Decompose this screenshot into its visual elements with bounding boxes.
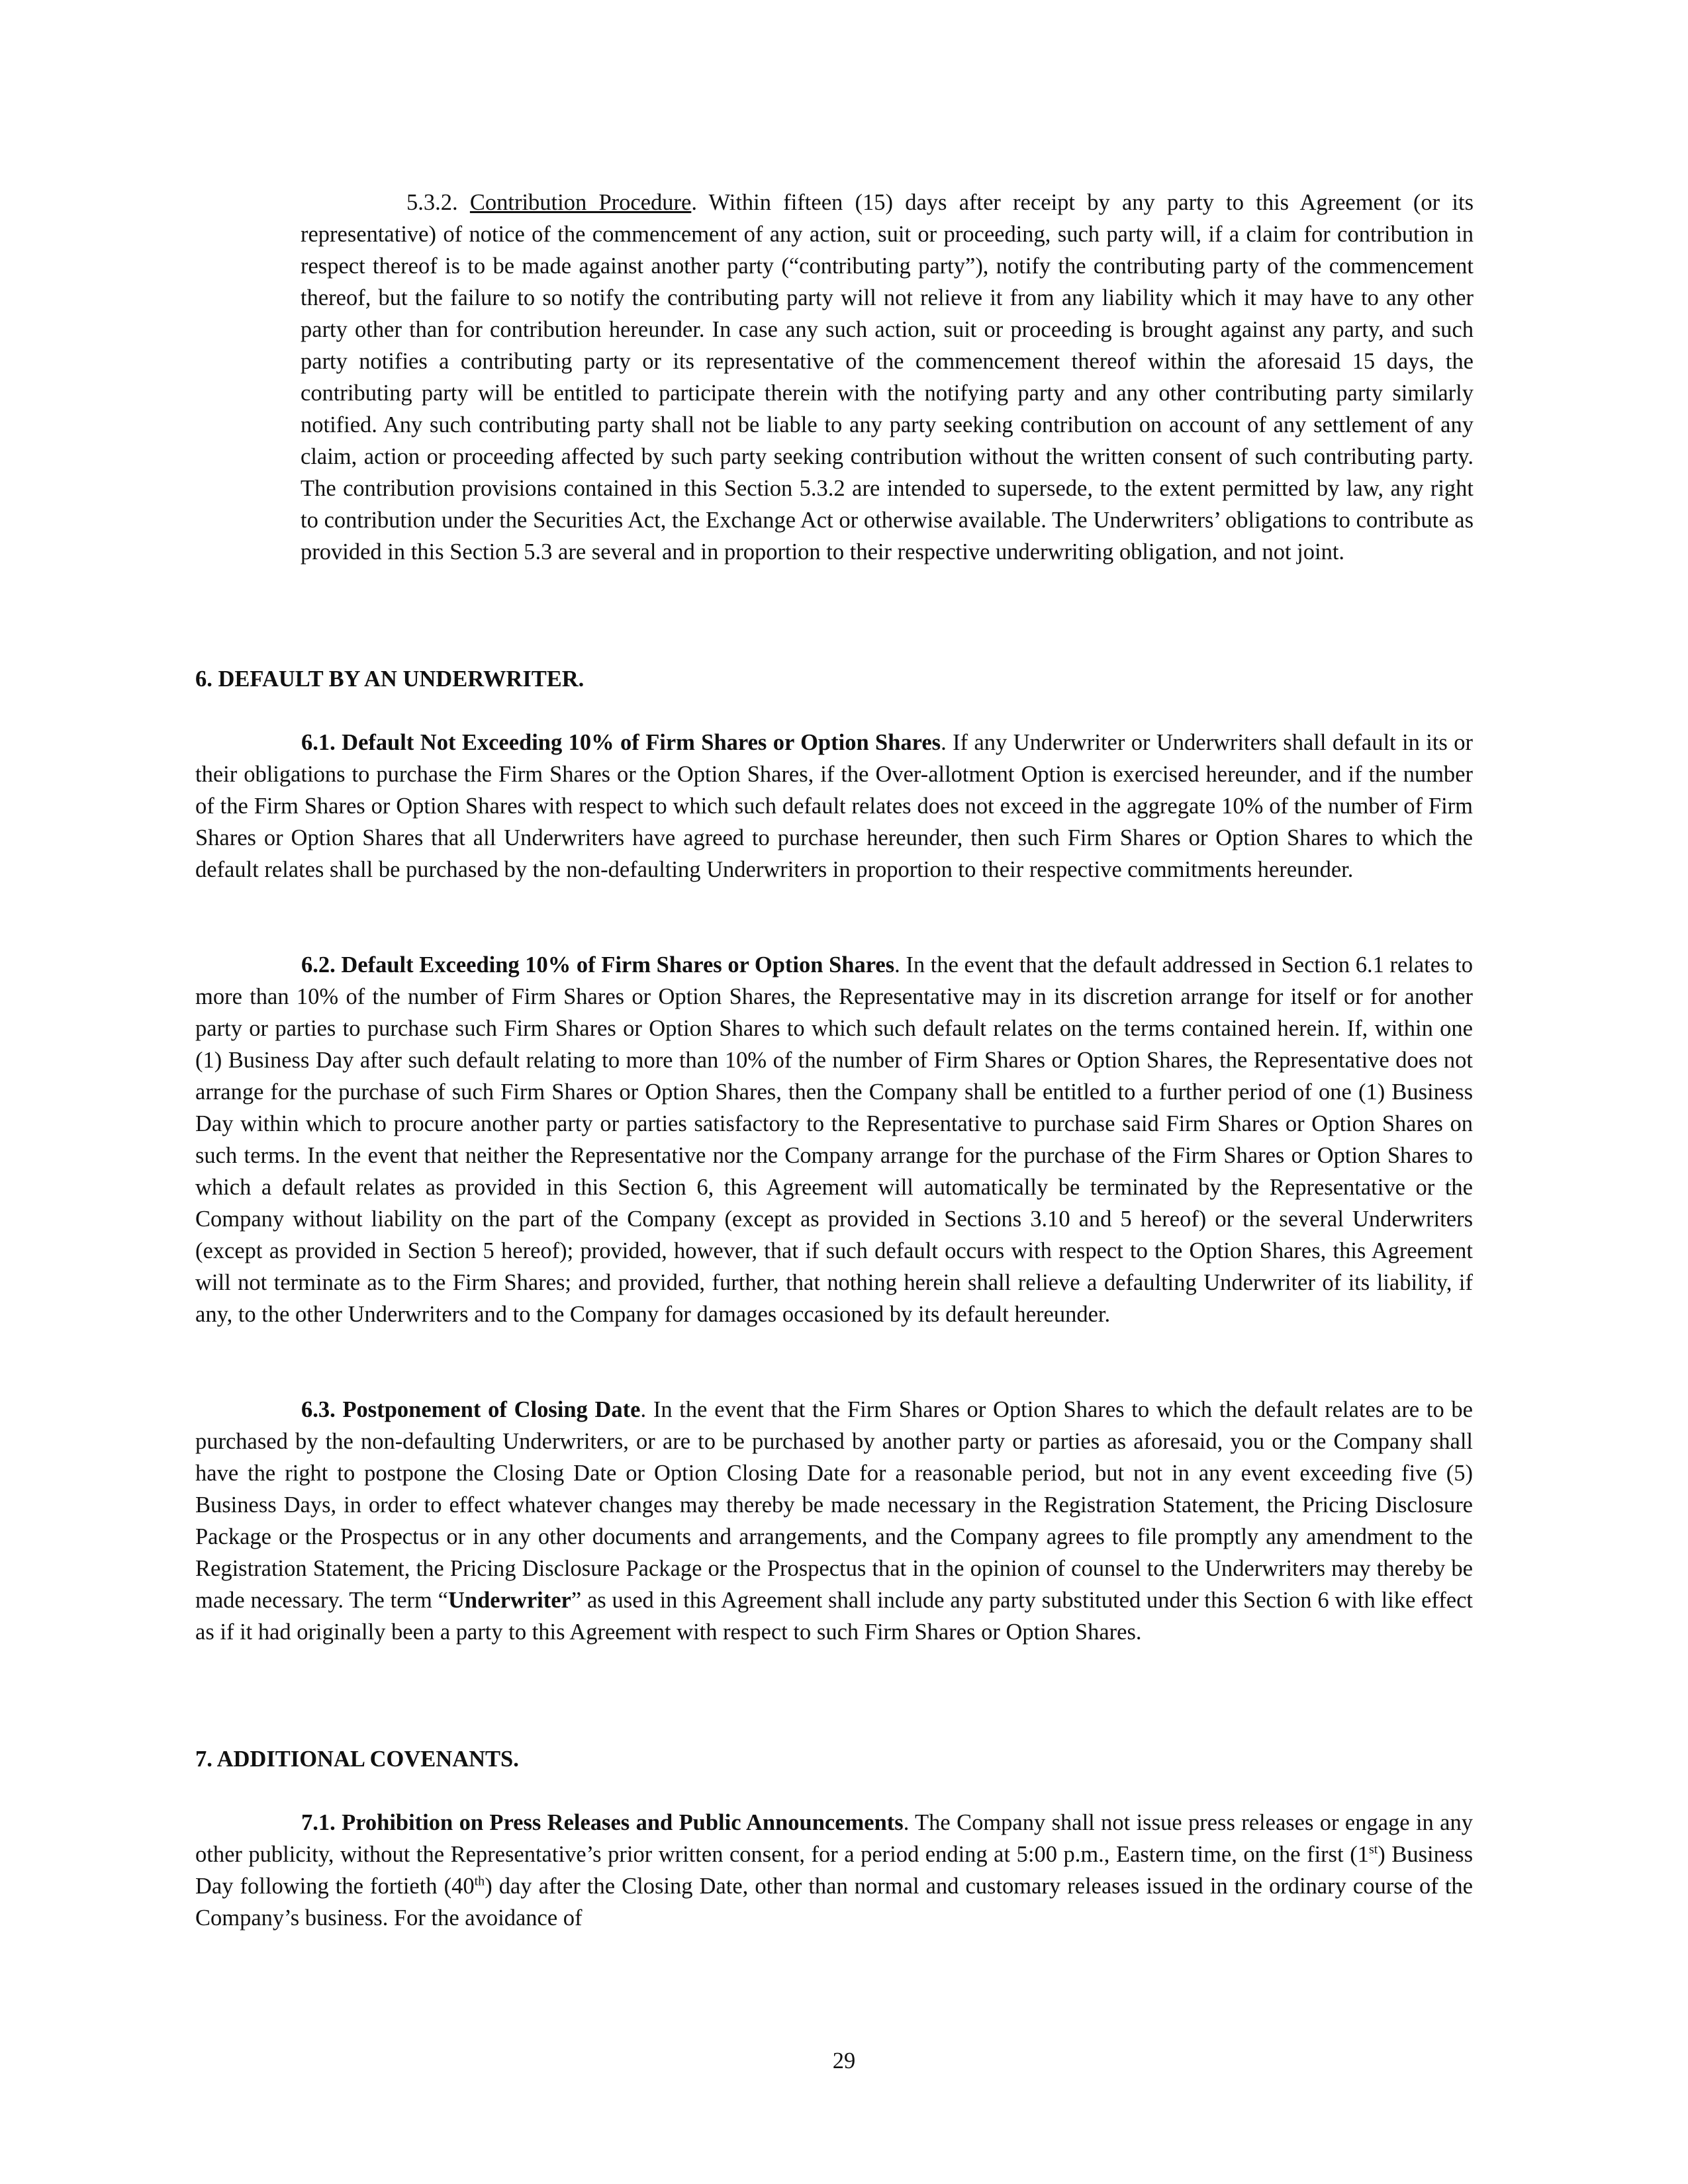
- section-6-2-body: . In the event that the default addressed in Section 6.1 relates to more than 10% of the number of Firm Shares or Option Shares, the Representative may in its discretion arrange for itself or for another party or parties to purchase such Firm Shares or Option Shares to which such default relates on the terms contained herein. If, within one (1) Business Day after such default relating to more than 10% of the number of Firm Shares or Option Shares, the Representative does not arrange for the purchase of such Firm Shares or Option Shares, then the Company shall be entitled to a further period of one (1) Business Day within which to procure another party or parties satisfactory to the Representative to purchase said Firm Shares or Option Shares on such terms. In the event that neither the Representative nor the Company arrange for the purchase of the Firm Shares or Option Shares to which a default relates as provided in this Section 6, this Agreement will automatically be terminated by the Representative or the Company without liability on the part of the Company (except as provided in Sections 3.10 and 5 hereof) or the several Underwriters (except as provided in Section 5 hereof); provided, however, that if such default occurs with respect to the Option Shares, this Agreement will not terminate as to the Firm Shares; and provided, further, that nothing herein shall relieve a defaulting Underwriter of its liability, if any, to the other Underwriters and to the Company for damages occasioned by its default hereunder.: [195, 952, 1473, 1327]
- section-6-3-paragraph: [195, 1394, 1473, 1648]
- section-7-heading: 7. ADDITIONAL COVENANTS.: [195, 1747, 519, 1772]
- section-7-1-body-part1: . The Company shall not issue press releases or engage in any other publicity, without the Representative’s prior written consent, for a period ending at 5:00 p.m., Eastern time, on the first (1: [195, 1810, 1473, 1867]
- section-6-2-title: 6.2. Default Exceeding 10% of Firm Shares or Option Shares: [301, 952, 895, 978]
- fortieth-ordinal-superscript: th: [474, 1874, 485, 1889]
- section-5-3-2-body: . Within fifteen (15) days after receipt by any party to this Agreement (or its representative) of notice of the commencement of any action, suit or proceeding, such party will, if a claim for contribution in respect thereof is to be made against another party (“contributing party”), notify the contributing party of the commencement thereof, but the failure to so notify the contributing party will not relieve it from any liability which it may have to any other party other than for contribution hereunder. In case any such action, suit or proceeding is brought against any party, and such party notifies a contributing party or its representative of the commencement thereof within the aforesaid 15 days, the contributing party will be entitled to participate therein with the notifying party and any other contributing party similarly notified. Any such contributing party shall not be liable to any party seeking contribution on account of any settlement of any claim, action or proceeding affected by such party seeking contribution without the written consent of such contributing party. The contribution provisions contained in this Section 5.3.2 are intended to supersede, to the extent permitted by law, any right to contribution under the Securities Act, the Exchange Act or otherwise available. The Underwriters’ obligations to contribute as provided in this Section 5.3 are several and in proportion to their respective underwriting obligation, and not joint.: [301, 190, 1474, 565]
- section-6-3-body-part1: . In the event that the Firm Shares or Option Shares to which the default relates are to be purchased by the non-defaulting Underwriters, or are to be purchased by another party or parties as aforesaid, you or the Company shall have the right to postpone the Closing Date or Option Closing Date for a reasonable period, but not in any event exceeding five (5) Business Days, in order to effect whatever changes may thereby be made necessary in the Registration Statement, the Pricing Disclosure Package or the Prospectus or in any other documents and arrangements, and the Company agrees to file promptly any amendment to the Registration Statement, the Pricing Disclosure Package or the Prospectus that in the opinion of counsel to the Underwriters may thereby be made necessary. The term “: [195, 1397, 1473, 1613]
- underwriter-defined-term: Underwriter: [448, 1588, 571, 1613]
- section-6-3-body-part2: ” as used in this Agreement shall include any party substituted under this Section 6 with like effect as if it had originally been a party to this Agreement with respect to such Firm Shares or Option Shares.: [195, 1588, 1473, 1645]
- section-7-1-body-part2: ) Business Day following the fortieth (40: [195, 1842, 1473, 1899]
- section-6-1-title: 6.1. Default Not Exceeding 10% of Firm Shares or Option Shares: [301, 730, 941, 755]
- section-7-1-paragraph: [195, 1807, 1473, 1934]
- section-6-1-paragraph: [195, 727, 1473, 886]
- section-6-2-paragraph: [195, 949, 1473, 1330]
- first-ordinal-superscript: st: [1368, 1842, 1378, 1857]
- section-7-1-title: 7.1. Prohibition on Press Releases and Public Announcements: [301, 1810, 904, 1835]
- section-7-1-body-part3: ) day after the Closing Date, other than normal and customary releases issued in the ordinary course of the Company’s business. For the avoidance of: [195, 1874, 1473, 1931]
- section-5-3-2-title: Contribution Procedure: [469, 190, 692, 215]
- section-5-3-2-number: 5.3.2.: [406, 190, 458, 215]
- section-6-1-body: . If any Underwriter or Underwriters shall default in its or their obligations to purchase the Firm Shares or the Option Shares, if the Over-allotment Option is exercised hereunder, and if the number of the Firm Shares or Option Shares with respect to which such default relates does not exceed in the aggregate 10% of the number of Firm Shares or Option Shares that all Underwriters have agreed to purchase hereunder, then such Firm Shares or Option Shares to which the default relates shall be purchased by the non-defaulting Underwriters in proportion to their respective commitments hereunder.: [195, 730, 1473, 882]
- section-5-3-2-paragraph: [301, 187, 1474, 568]
- section-6-heading: 6. DEFAULT BY AN UNDERWRITER.: [195, 666, 585, 692]
- page-number: 29: [832, 2048, 856, 2073]
- section-6-3-title: 6.3. Postponement of Closing Date: [301, 1397, 641, 1422]
